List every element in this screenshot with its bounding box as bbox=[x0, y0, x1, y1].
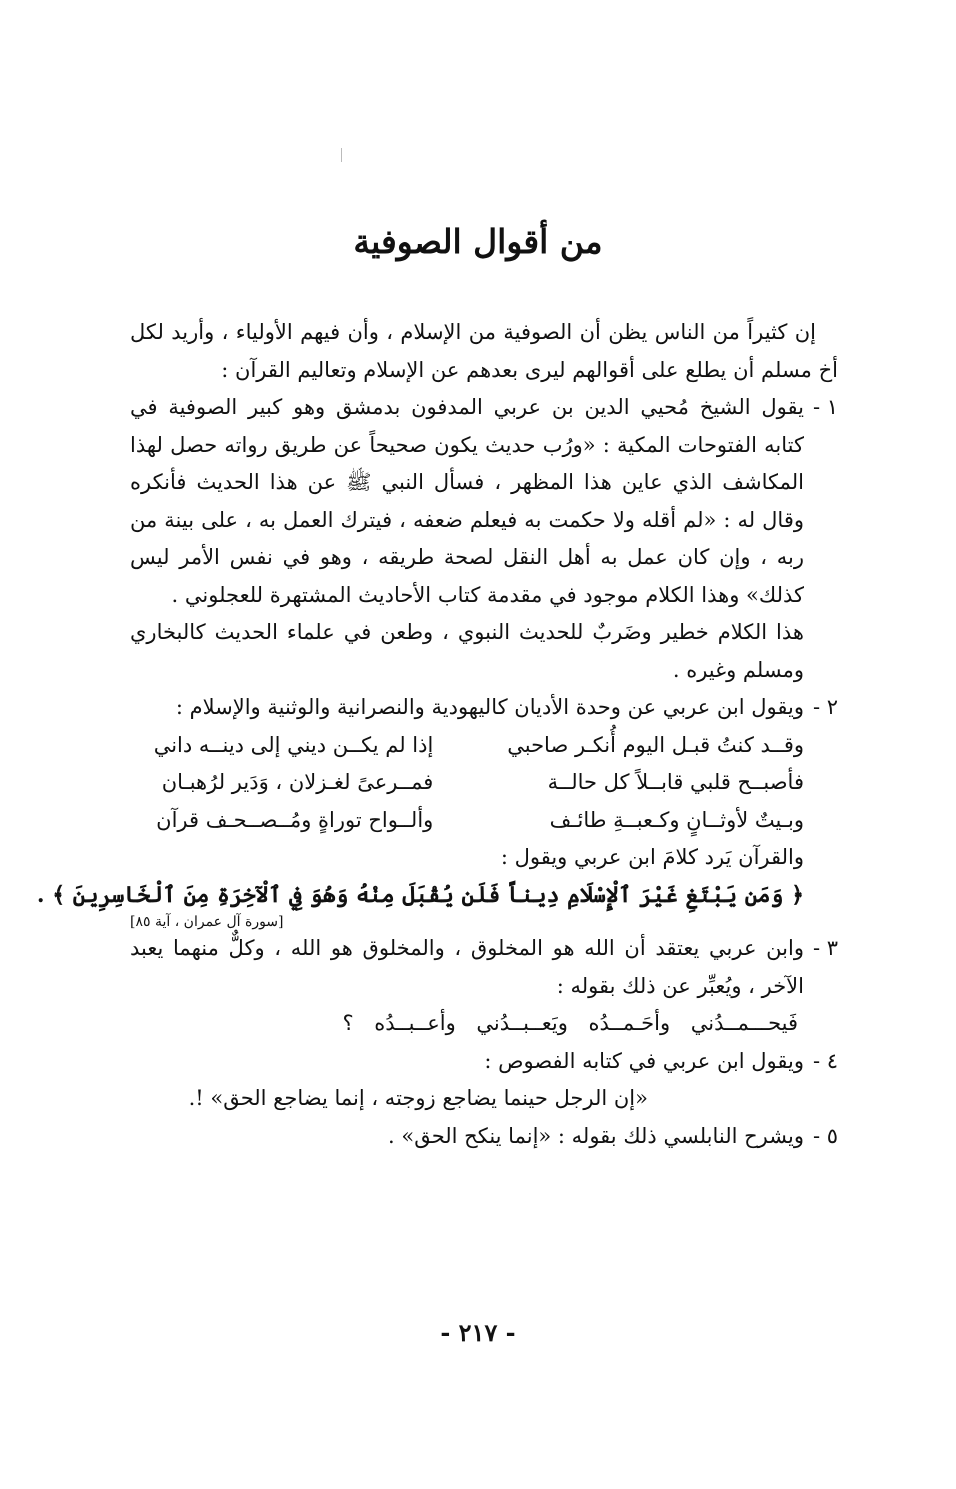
item-number: ٥ - bbox=[812, 1123, 838, 1148]
item-text: يقول الشيخ مُحيي الدين بن عربي المدفون بدمشق وهو كبير الصوفية في كتابه الفتوحات المكية : «ورُب حديث يكون صحيحاً عن طريق رواته حصل لهذا المكاشف الذي عاين هذا المظهر ، فسأل النبي ﷺ عن هذا الحديث فأنكره وقال له : «لم أقله ولا حكمت به فيعلم ضعفه ، فيترك العمل به ، على بينة من ربه ، وإن كان عمل به أهل النقل لصحة طريقه ، وهو في نفس الأمر ليس كذلك» وهذا الكلام موجود في مقدمة كتاب الأحاديث المشتهرة للعجلوني . bbox=[130, 395, 804, 607]
item-number: ٣ - bbox=[812, 936, 838, 960]
intro-paragraph: إن كثيراً من الناس يظن أن الصوفية من الإسلام ، وأن فيهم الأولياء ، وأريد لكل أخ مسلم أن يطلع على أقوالهم ليرى بعدهم عن الإسلام وتعاليم القرآن : bbox=[130, 320, 838, 382]
list-item-5 bbox=[130, 1118, 838, 1156]
scan-mark bbox=[341, 148, 342, 162]
item-1-comment: هذا الكلام خطير وضَربٌ للحديث النبوي ، وطعن في علماء الحديث كالبخاري ومسلم وغيره . bbox=[130, 620, 804, 682]
item-4-quote: «إن الرجل حينما يضاجع زوجته ، إنما يضاجع الحق» !. bbox=[188, 1086, 648, 1110]
item-text: ويشرح النابلسي ذلك بقوله : «إنما ينكح الحق» . bbox=[388, 1123, 804, 1148]
page-content bbox=[36, 314, 838, 1155]
item-number: ١ - bbox=[812, 395, 838, 419]
verse-row bbox=[130, 727, 804, 765]
item-number: ٢ - bbox=[812, 695, 838, 719]
quran-reference: [سورة آل عمران ، آية ٨٥] bbox=[130, 914, 284, 930]
verse-second-hemistich: فمــرعىً لغـزلان ، وَدَير لرُهبـان bbox=[161, 770, 434, 794]
item-text: ويقول ابن عربي في كتابه الفصوص : bbox=[484, 1048, 804, 1073]
verse-row bbox=[130, 764, 804, 802]
poem-verses bbox=[130, 727, 838, 840]
verse-second-hemistich: إذا لم يكــن ديني إلى دينــه داني bbox=[153, 732, 434, 757]
list-item-1 bbox=[130, 389, 838, 614]
verse-second-hemistich: وألــواح توراةٍ ومُــصــحـف قرآن bbox=[156, 807, 434, 832]
quran-verse: ﴿ وَمَن يَبْتَغِ غَيْرَ ٱلْإِسْلَامِ دِيناً فَلَن يُقْبَلَ مِنْهُ وَهُوَ فِي ٱلْآخِرَةِ مِنَ ٱلْخَاسِرِينَ ﴾ . bbox=[36, 881, 804, 908]
poem-hemistich: فَيحـــمــدُني وأحَـمــدُه ويَعــبــدُني وأعــبــدُه ؟ bbox=[342, 1011, 798, 1035]
verse-first-hemistich: وبـيتٌ لأوثــانٍ وكـعبــةِ طائـف bbox=[549, 807, 804, 832]
item-text: وابن عربي يعتقد أن الله هو المخلوق ، والمخلوق هو الله ، وكلٌّ منهما يعبد الآخر ، ويُعبِّر عن ذلك بقوله : bbox=[130, 936, 804, 998]
verse-first-hemistich: وقــد كنتُ قبـل اليوم أُنكـر صاحبي bbox=[507, 732, 804, 757]
quran-intro: والقرآن يَرد كلامَ ابن عربي ويقول : bbox=[500, 845, 804, 869]
list-item-4 bbox=[130, 1043, 838, 1081]
list-item-3 bbox=[130, 930, 838, 1005]
verse-row bbox=[130, 802, 804, 840]
page-title: من أقوال الصوفية bbox=[353, 222, 603, 261]
item-text: ويقول ابن عربي عن وحدة الأديان كاليهودية والنصرانية والوثنية والإسلام : bbox=[175, 695, 804, 719]
verse-first-hemistich: فأصبــح قلبي قابــلاً كل حالــة bbox=[547, 770, 804, 794]
page-number: - ٢١٧ - bbox=[440, 1318, 516, 1347]
item-number: ٤ - bbox=[812, 1048, 838, 1073]
list-item-2 bbox=[130, 689, 838, 727]
